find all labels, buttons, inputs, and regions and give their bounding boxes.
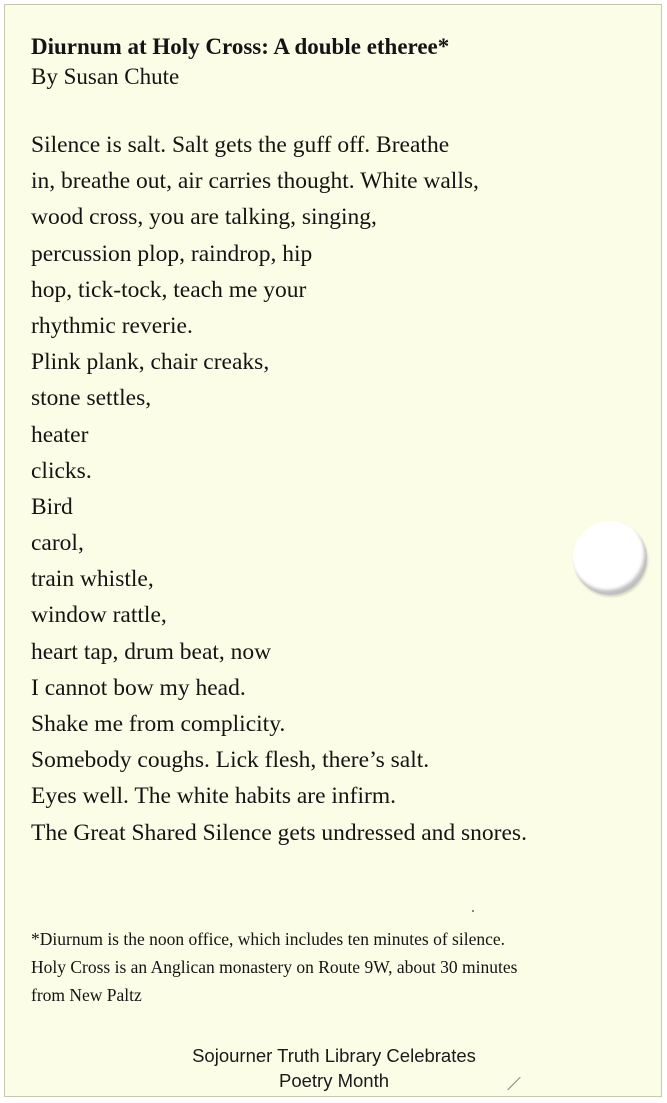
- library-credit-line: Poetry Month: [278, 1070, 390, 1091]
- poem-line: Eyes well. The white habits are infirm.: [31, 783, 397, 810]
- poem-body: [31, 127, 527, 851]
- poem-line: train whistle,: [31, 566, 154, 593]
- poem-author: By Susan Chute: [31, 64, 180, 89]
- poem-line: percussion plop, raindrop, hip: [31, 240, 313, 267]
- poem-line: Plink plank, chair creaks,: [31, 349, 270, 376]
- poem-line: Silence is salt. Salt gets the guff off. Breathe: [31, 132, 450, 158]
- poem-line: carol,: [31, 530, 84, 557]
- poem-line: Bird: [31, 493, 73, 520]
- poem-line: rhythmic reverie.: [31, 312, 193, 339]
- poem-line: stone settles,: [31, 385, 152, 412]
- poem-line: heater: [31, 421, 89, 448]
- poem-line: in, breathe out, air carries thought. White walls,: [31, 168, 479, 195]
- footnote-line: Holy Cross is an Anglican monastery on Route 9W, about 30 minutes: [31, 957, 518, 977]
- poem-line: The Great Shared Silence gets undressed and snores.: [31, 819, 527, 846]
- poem-line: Somebody coughs. Lick flesh, there’s salt.: [31, 747, 430, 774]
- poem-line: wood cross, you are talking, singing,: [31, 204, 377, 231]
- library-credit-line: Sojourner Truth Library Celebrates: [192, 1045, 476, 1066]
- poem-line: window rattle,: [31, 602, 167, 629]
- footnote: [31, 925, 651, 1009]
- poem-line: heart tap, drum beat, now: [31, 638, 272, 665]
- poem-line: clicks.: [31, 457, 92, 484]
- poem-title: Diurnum at Holy Cross: A double etheree*: [31, 34, 450, 59]
- library-credit: [5, 1043, 662, 1093]
- footnote-line: *Diurnum is the noon office, which includes ten minutes of silence.: [31, 929, 506, 949]
- footnote-line: from New Paltz: [31, 985, 142, 1005]
- poem-card: [4, 4, 662, 1097]
- dust-speck: [472, 910, 474, 912]
- poem-line: I cannot bow my head.: [31, 674, 246, 701]
- poem-line: Shake me from complicity.: [31, 711, 286, 737]
- poem-line: hop, tick-tock, teach me your: [31, 276, 307, 303]
- punched-hole: [573, 521, 647, 595]
